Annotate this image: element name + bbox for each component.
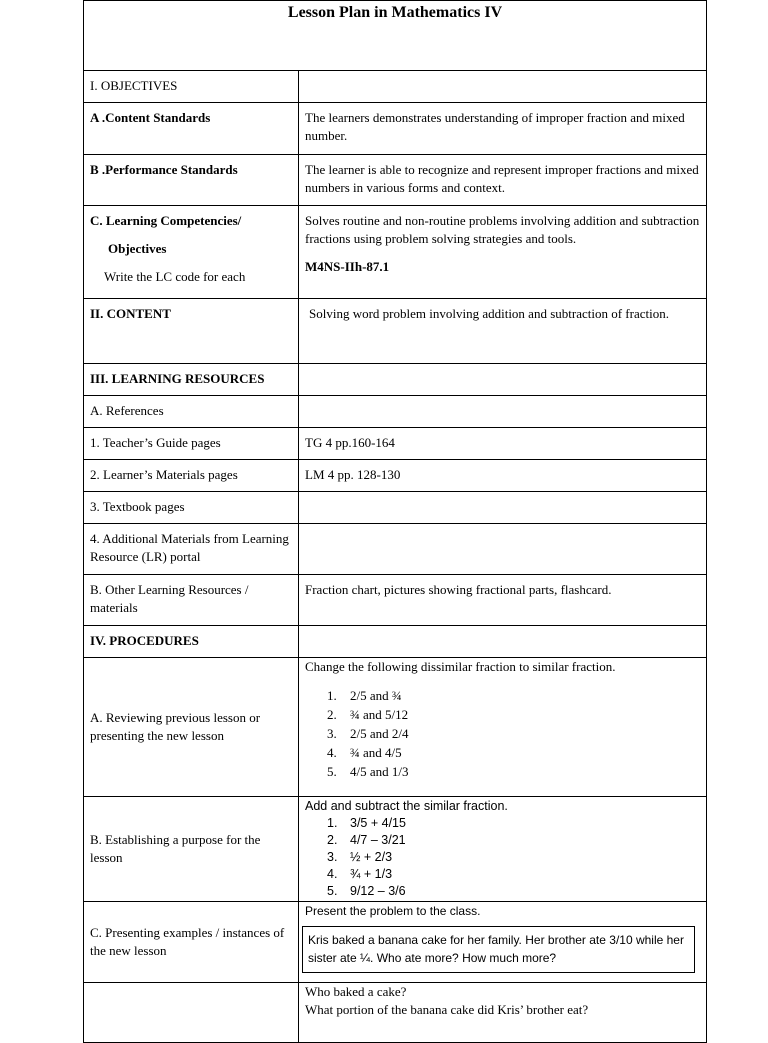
- reviewing-item-text: 4/5 and 1/3: [350, 764, 409, 779]
- content-standards-label: A .Content Standards: [84, 103, 299, 155]
- objectives-row: [84, 71, 707, 103]
- other-resources-value: Fraction chart, pictures showing fractional parts, flashcard.: [299, 575, 707, 626]
- reviewing-instruction: Change the following dissimilar fraction to similar fraction.: [305, 659, 616, 674]
- competencies-text: Solves routine and non-routine problems involving addition and subtraction fractions using problem solving strategies and tools.: [305, 213, 700, 246]
- purpose-item-text: 9/12 – 3/6: [350, 884, 406, 898]
- document-title: Lesson Plan in Mathematics IV: [84, 1, 707, 71]
- purpose-item: [305, 849, 700, 866]
- purpose-item-text: ¾ + 1/3: [350, 867, 393, 881]
- procedures-heading: IV. PROCEDURES: [84, 626, 299, 658]
- textbook-row: [84, 492, 707, 524]
- question-2: What portion of the banana cake did Kris’ brother eat?: [305, 1002, 589, 1017]
- learning-resources-heading: III. LEARNING RESOURCES: [84, 364, 299, 396]
- reviewing-list: [305, 686, 700, 781]
- reviewing-item-number: 1.: [327, 688, 337, 703]
- content-label: II. CONTENT: [84, 299, 299, 364]
- competencies-row: [84, 206, 707, 299]
- reviewing-item-text: 2/5 and 2/4: [350, 726, 409, 741]
- purpose-item-number: 4.: [327, 867, 338, 881]
- additional-materials-value: [299, 524, 707, 575]
- reviewing-item: [305, 762, 700, 781]
- learners-materials-value: LM 4 pp. 128-130: [299, 460, 707, 492]
- reviewing-item-text: 2/5 and ¾: [350, 688, 402, 703]
- objectives-sublabel: Objectives: [108, 241, 167, 256]
- procedures-empty-cell: [299, 626, 707, 658]
- objectives-empty-cell: [299, 71, 707, 103]
- purpose-content-cell: [299, 797, 707, 902]
- learners-materials-label: 2. Learner’s Materials pages: [84, 460, 299, 492]
- purpose-instruction: Add and subtract the similar fraction.: [305, 799, 508, 813]
- teachers-guide-value: TG 4 pp.160-164: [299, 428, 707, 460]
- reviewing-item-number: 4.: [327, 745, 337, 760]
- content-text-cell: [299, 299, 707, 364]
- performance-standards-row: [84, 155, 707, 206]
- presenting-label: C. Presenting examples / instances of the new lesson: [84, 902, 299, 983]
- purpose-item-text: 4/7 – 3/21: [350, 833, 406, 847]
- reviewing-item: [305, 705, 700, 724]
- performance-standards-label: B .Performance Standards: [84, 155, 299, 206]
- other-resources-label: B. Other Learning Resources / materials: [84, 575, 299, 626]
- reviewing-content-cell: [299, 658, 707, 797]
- procedures-row: [84, 626, 707, 658]
- reviewing-item-number: 5.: [327, 764, 337, 779]
- learning-resources-row: [84, 364, 707, 396]
- references-label: A. References: [84, 396, 299, 428]
- content-standards-row: [84, 103, 707, 155]
- question-1: Who baked a cake?: [305, 984, 407, 999]
- lesson-plan-table: [83, 0, 707, 1043]
- purpose-list: [305, 815, 700, 900]
- presenting-instruction: Present the problem to the class.: [305, 904, 481, 918]
- purpose-item-text: 3/5 + 4/15: [350, 816, 406, 830]
- textbook-value: [299, 492, 707, 524]
- questions-content-cell: [299, 983, 707, 1043]
- competencies-label: C. Learning Competencies/: [90, 213, 242, 228]
- reviewing-row: [84, 658, 707, 797]
- learners-materials-row: [84, 460, 707, 492]
- additional-materials-label: 4. Additional Materials from Learning Resource (LR) portal: [84, 524, 299, 575]
- purpose-item-number: 5.: [327, 884, 338, 898]
- questions-empty-cell: [84, 983, 299, 1043]
- additional-materials-row: [84, 524, 707, 575]
- purpose-item: [305, 815, 700, 832]
- competencies-text-cell: [299, 206, 707, 299]
- presenting-row: [84, 902, 707, 983]
- reviewing-label: A. Reviewing previous lesson or presenting the new lesson: [84, 658, 299, 797]
- lc-code: M4NS-IIh-87.1: [305, 259, 390, 274]
- performance-standards-text: The learner is able to recognize and represent improper fractions and mixed numbers in various forms and context.: [299, 155, 707, 206]
- reviewing-item-text: ¾ and 5/12: [350, 707, 409, 722]
- purpose-row: [84, 797, 707, 902]
- reviewing-item-text: ¾ and 4/5: [350, 745, 402, 760]
- purpose-item-text: ½ + 2/3: [350, 850, 393, 864]
- purpose-item-number: 1.: [327, 816, 338, 830]
- content-row: [84, 299, 707, 364]
- problem-box: Kris baked a banana cake for her family. Her brother ate 3/10 while her sister ate ¼. Who ate more? How much more?: [302, 926, 695, 973]
- objectives-heading: I. OBJECTIVES: [84, 71, 299, 103]
- other-resources-row: [84, 575, 707, 626]
- purpose-item: [305, 866, 700, 883]
- purpose-item-number: 2.: [327, 833, 338, 847]
- teachers-guide-label: 1. Teacher’s Guide pages: [84, 428, 299, 460]
- purpose-item: [305, 832, 700, 849]
- reviewing-item: [305, 743, 700, 762]
- references-row: [84, 396, 707, 428]
- learning-resources-empty-cell: [299, 364, 707, 396]
- lc-code-instruction: Write the LC code for each: [104, 269, 246, 284]
- presenting-content-cell: [299, 902, 707, 983]
- reviewing-item-number: 3.: [327, 726, 337, 741]
- reviewing-item: [305, 724, 700, 743]
- competencies-label-cell: [84, 206, 299, 299]
- content-text: Solving word problem involving addition and subtraction of fraction.: [309, 306, 669, 321]
- title-row: [84, 1, 707, 71]
- purpose-item-number: 3.: [327, 850, 338, 864]
- teachers-guide-row: [84, 428, 707, 460]
- content-standards-text: The learners demonstrates understanding of improper fraction and mixed number.: [299, 103, 707, 155]
- textbook-label: 3. Textbook pages: [84, 492, 299, 524]
- questions-row: [84, 983, 707, 1043]
- purpose-item: [305, 883, 700, 900]
- purpose-label: B. Establishing a purpose for the lesson: [84, 797, 299, 902]
- reviewing-item: [305, 686, 700, 705]
- reviewing-item-number: 2.: [327, 707, 337, 722]
- references-empty-cell: [299, 396, 707, 428]
